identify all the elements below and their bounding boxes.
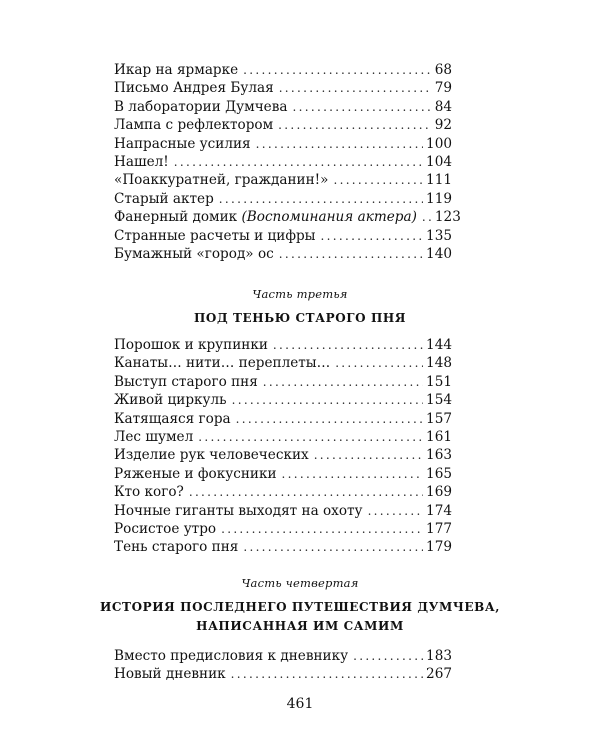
toc-entry-page: 177	[426, 520, 452, 537]
toc-entry-title: Кто кого?	[114, 484, 184, 501]
toc-entry-page: 144	[426, 337, 452, 353]
toc-entry	[114, 227, 452, 245]
toc-entry-title: Выступ старого пня	[114, 373, 258, 390]
toc-entry-title: В лаборатории Думчева	[114, 98, 288, 115]
toc-entry-page: 174	[426, 502, 452, 519]
toc-entry-title: Старый актер	[114, 190, 214, 207]
toc-entry	[114, 190, 452, 208]
toc-entry-page: 111	[426, 172, 452, 189]
toc-entry-page: 140	[426, 245, 452, 262]
toc-entry	[114, 373, 452, 391]
toc-entry	[114, 79, 452, 97]
toc-entry-page: 84	[434, 98, 452, 115]
toc-entry	[114, 446, 452, 464]
toc-entry-title: Порошок и крупинки	[114, 337, 268, 353]
toc-entry-page: 135	[426, 227, 452, 244]
toc-entry-page: 154	[426, 392, 452, 409]
toc-entry-title: Письмо Андрея Булая	[114, 80, 274, 97]
toc-entry-page: 100	[426, 135, 452, 152]
dot-leader	[174, 153, 423, 171]
toc-entry-title: Странные расчеты и цифры	[114, 227, 316, 244]
dot-leader	[333, 171, 423, 189]
toc-entry-title: Нашел!	[114, 153, 169, 170]
toc-entry	[114, 61, 452, 79]
toc-entry	[114, 153, 452, 171]
toc-entry-page: 123	[434, 209, 461, 226]
dot-leader	[279, 245, 423, 263]
toc-entry-title: Напрасные усилия	[114, 135, 251, 152]
dot-leader	[231, 665, 423, 683]
part-title-line-1: ИСТОРИЯ ПОСЛЕДНЕГО ПУТЕШЕСТВИЯ ДУМЧЕВА,	[99, 600, 501, 614]
dot-leader	[221, 520, 423, 538]
toc-entry	[114, 665, 452, 683]
toc-entry	[114, 483, 452, 501]
toc-entry	[114, 98, 452, 116]
toc-entry-page: 163	[426, 447, 452, 464]
toc-entry-title: Тень старого пня	[114, 539, 239, 556]
toc-entry-page: 183	[426, 648, 452, 664]
toc-entry-page: 169	[426, 484, 452, 501]
toc-entry-title: Ряженые и фокусники	[114, 465, 277, 482]
toc-entry-page: 92	[434, 117, 452, 134]
dot-leader	[278, 116, 432, 134]
toc-entry-title: Живой циркуль	[114, 392, 227, 409]
toc-entry	[114, 391, 452, 409]
dot-leader	[236, 410, 423, 428]
toc-entry-title: Катящаяся гора	[114, 410, 231, 427]
toc-entry-title-italic: (Воспоминания актера)	[241, 209, 417, 226]
part-label: Часть четвертая	[241, 576, 359, 590]
toc-entry-page: 165	[426, 465, 452, 482]
dot-leader	[335, 354, 423, 372]
toc-list-continued	[114, 61, 461, 263]
toc-entry-title: Канаты… нити… переплеты…	[114, 355, 331, 372]
toc-entry	[114, 135, 452, 153]
dot-leader	[293, 98, 432, 116]
toc-entry	[114, 208, 461, 226]
toc-entry-title: Икар на ярмарке	[114, 62, 239, 78]
part-label: Часть третья	[252, 287, 348, 301]
toc-entry-page: 267	[426, 666, 452, 683]
toc-entry-page: 161	[426, 428, 452, 445]
toc-entry-page: 104	[426, 153, 452, 170]
dot-leader	[422, 208, 432, 226]
toc-entry-title: Бумажный «город» ос	[114, 245, 274, 262]
dot-leader	[368, 502, 423, 520]
toc-entry-page: 151	[426, 373, 452, 390]
toc-entry	[114, 465, 452, 483]
toc-entry	[114, 410, 452, 428]
toc-entry	[114, 647, 452, 665]
toc-entry-title: Лампа с рефлектором	[114, 117, 274, 134]
dot-leader	[314, 446, 423, 464]
toc-entry-title: Изделие рук человеческих	[114, 447, 309, 464]
dot-leader	[321, 227, 424, 245]
toc-entry	[114, 538, 452, 556]
toc-entry	[114, 245, 452, 263]
dot-leader	[232, 391, 423, 409]
toc-entry-title-main: Фанерный домик	[114, 209, 238, 226]
toc-entry-title: «Поаккуратней, гражданин!»	[114, 172, 329, 189]
toc-entry-title: Росистое утро	[114, 520, 217, 537]
toc-entry	[114, 171, 452, 189]
dot-leader	[219, 190, 423, 208]
toc-entry	[114, 354, 452, 372]
toc-entry-title	[114, 208, 422, 226]
toc-entry	[114, 428, 452, 446]
dot-leader	[189, 483, 423, 501]
dot-leader	[263, 373, 423, 391]
toc-entry-page: 119	[426, 190, 452, 207]
dot-leader	[198, 428, 423, 446]
page-number: 461	[286, 696, 314, 712]
toc-entry-title: Ночные гиганты выходят на охоту	[114, 502, 363, 519]
toc-entry-page: 157	[426, 410, 452, 427]
part-title-line-2: НАПИСАННАЯ ИМ САМИМ	[196, 619, 404, 633]
dot-leader	[256, 135, 423, 153]
toc-entry-title: Вместо предисловия к дневнику	[114, 648, 349, 664]
toc-entry-title: Лес шумел	[114, 428, 194, 445]
toc-entry-page: 148	[426, 355, 452, 372]
toc-entry-page: 68	[434, 62, 452, 78]
toc-entry-page: 179	[426, 539, 452, 556]
dot-leader	[282, 465, 424, 483]
dot-leader	[243, 61, 432, 79]
part-title: ПОД ТЕНЬЮ СТАРОГО ПНЯ	[193, 311, 407, 325]
toc-entry	[114, 116, 452, 134]
toc-list-part-three	[114, 336, 452, 557]
toc-list-part-four	[114, 647, 452, 684]
dot-leader	[243, 538, 423, 556]
toc-entry-title: Новый дневник	[114, 666, 226, 683]
toc-entry	[114, 520, 452, 538]
toc-entry	[114, 336, 452, 354]
dot-leader	[279, 79, 432, 97]
dot-leader	[353, 647, 423, 665]
toc-entry	[114, 502, 452, 520]
dot-leader	[273, 336, 423, 354]
toc-entry-page: 79	[434, 80, 452, 97]
